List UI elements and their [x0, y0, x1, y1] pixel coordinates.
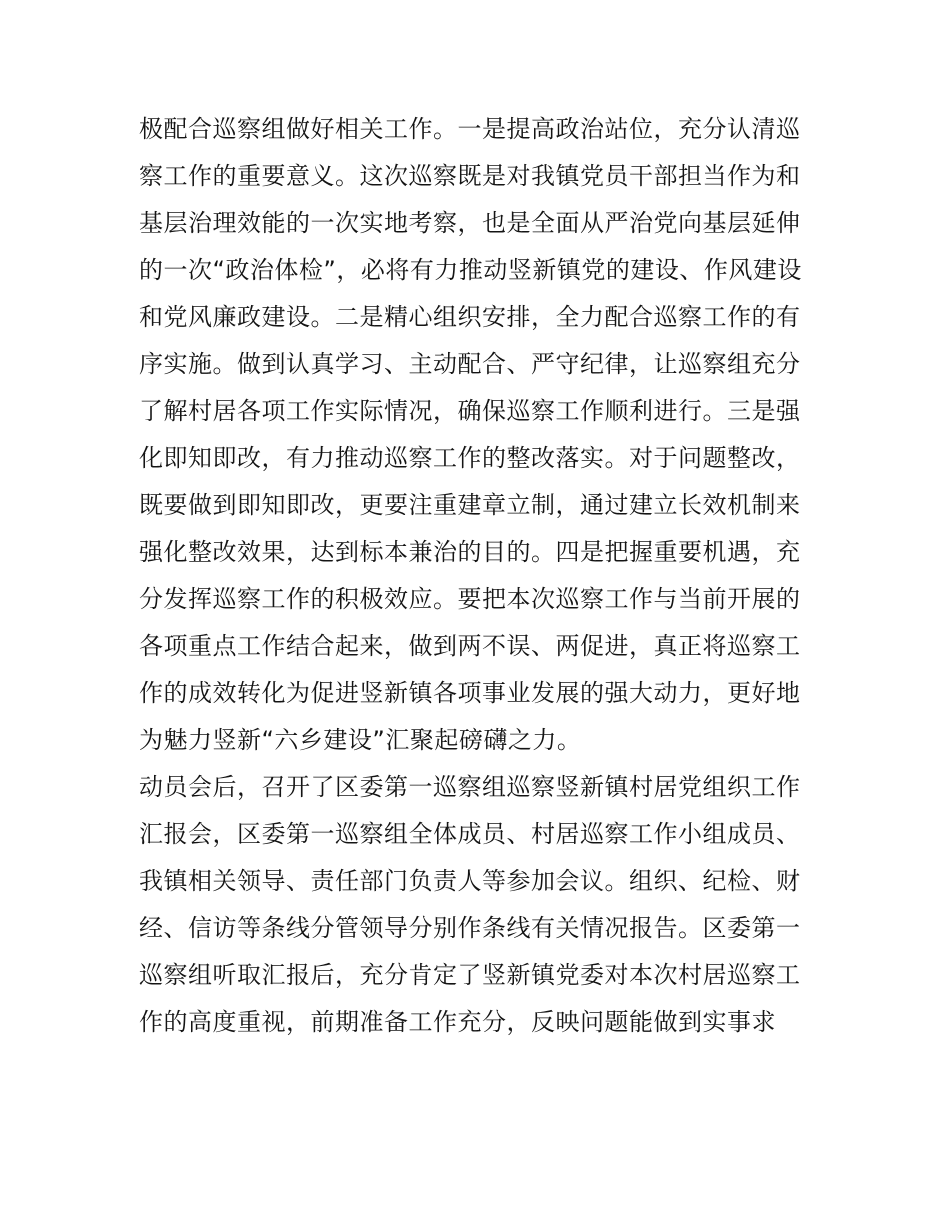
text-line: 动员会后，召开了区委第一巡察组巡察竖新镇村居党组织工作: [139, 773, 801, 801]
text-line: 我镇相关领导、责任部门负责人等参加会议。组织、纪检、财: [139, 867, 801, 895]
text-line: 经、信访等条线分管领导分别作条线有关情况报告。区委第一: [139, 914, 801, 942]
text-line: 和党风廉政建设。二是精心组织安排，全力配合巡察工作的有: [139, 303, 801, 331]
text-line: 极配合巡察组做好相关工作。一是提高政治站位，充分认清巡: [139, 115, 801, 143]
text-line: 作的高度重视，前期准备工作充分，反映问题能做到实事求: [139, 1008, 776, 1036]
text-line: 汇报会，区委第一巡察组全体成员、村居巡察工作小组成员、: [139, 820, 801, 848]
text-line: 察工作的重要意义。这次巡察既是对我镇党员干部担当作为和: [139, 162, 801, 190]
text-line: 基层治理效能的一次实地考察，也是全面从严治党向基层延伸: [139, 209, 801, 237]
text-line: 的一次“政治体检”，必将有力推动竖新镇党的建设、作风建设: [139, 256, 802, 284]
text-line: 巡察组听取汇报后，充分肯定了竖新镇党委对本次村居巡察工: [139, 961, 801, 989]
text-line: 作的成效转化为促进竖新镇各项事业发展的强大动力，更好地: [139, 679, 801, 707]
text-line: 强化整改效果，达到标本兼治的目的。四是把握重要机遇，充: [139, 538, 801, 566]
text-line: 化即知即改，有力推动巡察工作的整改落实。对于问题整改，: [139, 444, 801, 472]
text-line: 各项重点工作结合起来，做到两不误、两促进，真正将巡察工: [139, 632, 801, 660]
document-body: [139, 106, 819, 1046]
text-line: 为魅力竖新“六乡建设”汇聚起磅礴之力。: [139, 726, 582, 754]
text-line: 分发挥巡察工作的积极效应。要把本次巡察工作与当前开展的: [139, 585, 801, 613]
text-line: 既要做到即知即改，更要注重建章立制，通过建立长效机制来: [139, 491, 801, 519]
text-line: 序实施。做到认真学习、主动配合、严守纪律，让巡察组充分: [139, 350, 801, 378]
text-line: 了解村居各项工作实际情况，确保巡察工作顺利进行。三是强: [139, 397, 801, 425]
